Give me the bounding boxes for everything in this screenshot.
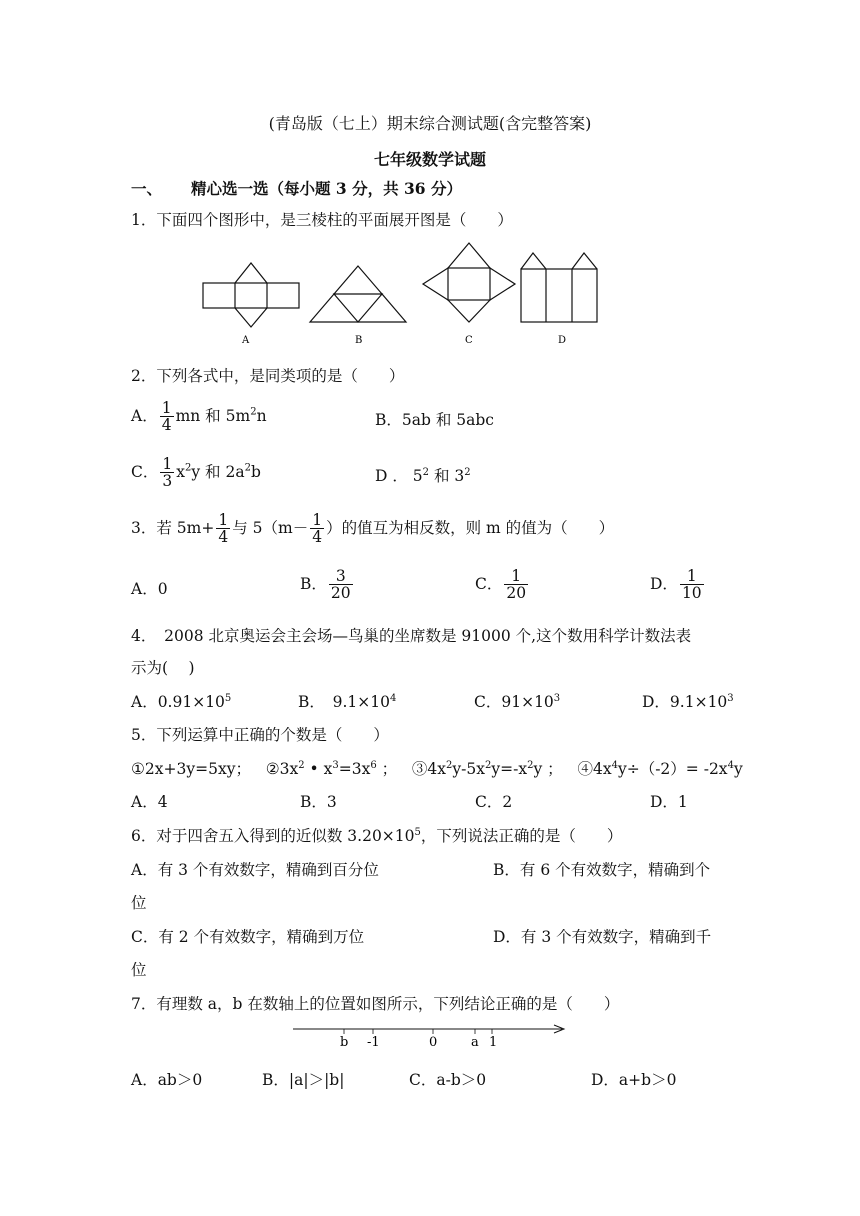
- axis-label-minus1: -1: [367, 1035, 380, 1050]
- fraction: $\frac{1}{4}$: [161, 399, 172, 435]
- q4-option-d: D．$9.1\times 10^3$: [642, 692, 734, 711]
- section-heading: 精心选一选（每小题 3 分，共 36 分）: [191, 179, 462, 198]
- net-a-shape: [203, 263, 299, 327]
- q2-stem: 2．下列各式中，是同类项的是（ ）: [131, 367, 405, 385]
- fraction: $\frac{1}{4}$: [218, 511, 229, 547]
- net-label-d: D: [558, 335, 567, 346]
- q2-option-b: B．5ab 和 5abc: [375, 411, 494, 429]
- page-title: (青岛版（七上）期末综合测试题(含完整答案): [268, 114, 592, 133]
- q4-stem-line1: 4． 2008 北京奥运会主会场—鸟巢的坐席数是 91000 个,这个数用科学计数法表: [131, 627, 692, 645]
- fraction: $\frac{1}{10}$: [681, 567, 702, 603]
- q5-option-c: C．2: [475, 793, 513, 811]
- q5-option-a: A．4: [131, 793, 168, 811]
- q4-option-b: B． $9.1\times 10^4$: [298, 692, 397, 711]
- q6-option-d: D．有 3 个有效数字，精确到千: [493, 928, 712, 946]
- q2-option-d: D ． $5^2$ 和 $3^2$: [375, 466, 471, 485]
- q6-option-c: C．有 2 个有效数字，精确到万位: [131, 928, 365, 946]
- fraction: $\frac{1}{4}$: [312, 511, 323, 547]
- q7-number-line: [290, 1020, 570, 1050]
- q3-stem: 3．若 5m+ $\frac{1}{4}$ 与 5（m－ $\frac{1}{4}$ ）的值互为相反数，则 m 的值为（ ）: [131, 511, 615, 547]
- q7-option-c: C．a-b＞0: [409, 1071, 487, 1089]
- q2-option-a: A． $\frac{1}{4}$ mn 和 $5m^2n$: [131, 399, 267, 435]
- q3-option-a: A．0: [131, 580, 168, 598]
- q5-option-d: D．1: [650, 793, 688, 811]
- net-c-shape: [423, 243, 515, 322]
- q7-option-b: B．|a|＞|b|: [262, 1071, 345, 1089]
- q3-option-b: B． $\frac{3}{20}$: [300, 567, 351, 603]
- fraction: $\frac{1}{3}$: [162, 455, 173, 491]
- q6-option-b: B．有 6 个有效数字，精确到个: [493, 861, 711, 879]
- net-label-b: B: [355, 335, 363, 346]
- q3-option-d: D． $\frac{1}{10}$: [650, 567, 702, 603]
- axis-label-1: 1: [489, 1035, 498, 1050]
- q7-option-d: D．a+b＞0: [591, 1071, 677, 1089]
- net-label-a: A: [242, 335, 250, 346]
- q1-stem: 1．下面四个图形中，是三棱柱的平面展开图是（ ）: [131, 211, 513, 229]
- q7-option-a: A．ab＞0: [131, 1071, 203, 1089]
- page-subtitle: 七年级数学试题: [373, 150, 486, 169]
- net-d-shape: [521, 253, 597, 322]
- q1-nets-figure: [195, 238, 605, 350]
- net-label-c: C: [465, 335, 473, 346]
- q6-option-a: A．有 3 个有效数字，精确到百分位: [131, 861, 379, 879]
- q6-option-d-wrap: 位: [131, 961, 147, 979]
- q5-option-b: B．3: [300, 793, 337, 811]
- q4-stem-line2: 示为( ): [131, 659, 195, 677]
- q2-option-c: C． $\frac{1}{3}$ $x^2y$ 和 $2a^2b$: [131, 455, 261, 491]
- axis-label-0: 0: [429, 1035, 438, 1050]
- q6-option-b-wrap: 位: [131, 894, 147, 912]
- q7-stem: 7．有理数 a，b 在数轴上的位置如图所示，下列结论正确的是（ ）: [131, 995, 620, 1013]
- axis-label-b: b: [340, 1035, 349, 1050]
- fraction: $\frac{1}{20}$: [506, 567, 527, 603]
- q4-option-c: C．$91\times 10^3$: [474, 692, 561, 711]
- q5-statements: ①2x+3y=5xy； $②3x^2$ • $x^3=3x^6$ ； $③4x^2y-5x^2y=-x^2y$ ； $④4x^4y\div(-2)= -2x^4y$: [131, 759, 743, 778]
- section-number: 一、: [131, 179, 163, 198]
- axis-label-a: a: [471, 1035, 479, 1050]
- net-b-shape: [310, 266, 406, 322]
- q6-stem: 6．对于四舍五入得到的近似数 $3.20\times 10^5$，下列说法正确的是（ ）: [131, 826, 623, 845]
- q4-option-a: A．$0.91\times 10^5$: [131, 692, 232, 711]
- q3-option-c: C． $\frac{1}{20}$: [475, 567, 527, 603]
- fraction: $\frac{3}{20}$: [330, 567, 351, 603]
- q5-stem: 5．下列运算中正确的个数是（ ）: [131, 726, 389, 744]
